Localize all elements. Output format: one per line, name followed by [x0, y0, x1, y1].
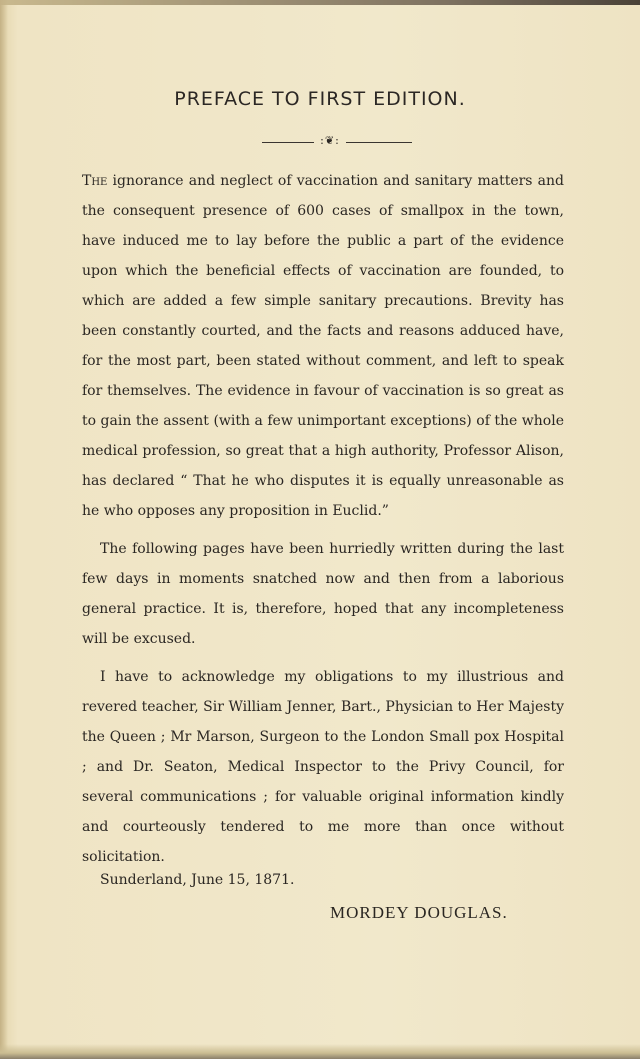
author-signature: MORDEY DOUGLAS.: [330, 903, 508, 922]
paragraph-2: The following pages have been hurriedly written during the last few days in moments snatched now and then from a laborious general practice. It is, therefore, hoped that any incompleteness will be excused.: [82, 541, 564, 647]
page-bottom-edge: [0, 1044, 640, 1059]
preface-body: [82, 166, 564, 880]
paragraph-1: [82, 166, 564, 526]
page-top-edge: [0, 0, 640, 5]
paragraph-3: I have to acknowledge my obligations to my illustrious and revered teacher, Sir William Jenner, Bart., Physician to Her Majesty the Queen ; Mr Marson, Surgeon to the London Small pox Hospital ; and Dr. Seaton, Medical Inspector to the Privy Council, for several communications ; for valuable original information kindly and courteously tendered to me more than once without solicitation.: [82, 669, 564, 865]
page-gutter-shadow: [0, 0, 8, 1059]
ornament-rule-right: [346, 142, 412, 143]
title-ornament: [262, 134, 412, 147]
place-date-line: Sunderland, June 15, 1871.: [100, 872, 295, 888]
paragraph-text: ignorance and neglect of vaccination and sanitary matters and the consequent presence of 600 cases of smallpox in the town, have induced me to lay before the public a part of the evidence upon which the beneficial effects of vaccination are founded, to which are added a few simple sanitary precautions. Brevity has been constantly courted, and the facts and reasons adduced have, for the most part, been stated without comment, and left to speak for themselves. The evidence in favour of vaccination is so great as to gain the assent (with a few unimportant exceptions) of the whole medical profession, so great that a high authority, Professor Alison, has declared “ That he who disputes it is equally unreasonable as he who opposes any proposition in Euclid.”: [82, 173, 564, 519]
ornament-glyph: :❦:: [320, 134, 340, 147]
page-title: PREFACE TO FIRST EDITION.: [174, 88, 466, 110]
ornament-rule-left: [262, 142, 314, 143]
paragraph-lead-word: The: [82, 173, 108, 189]
